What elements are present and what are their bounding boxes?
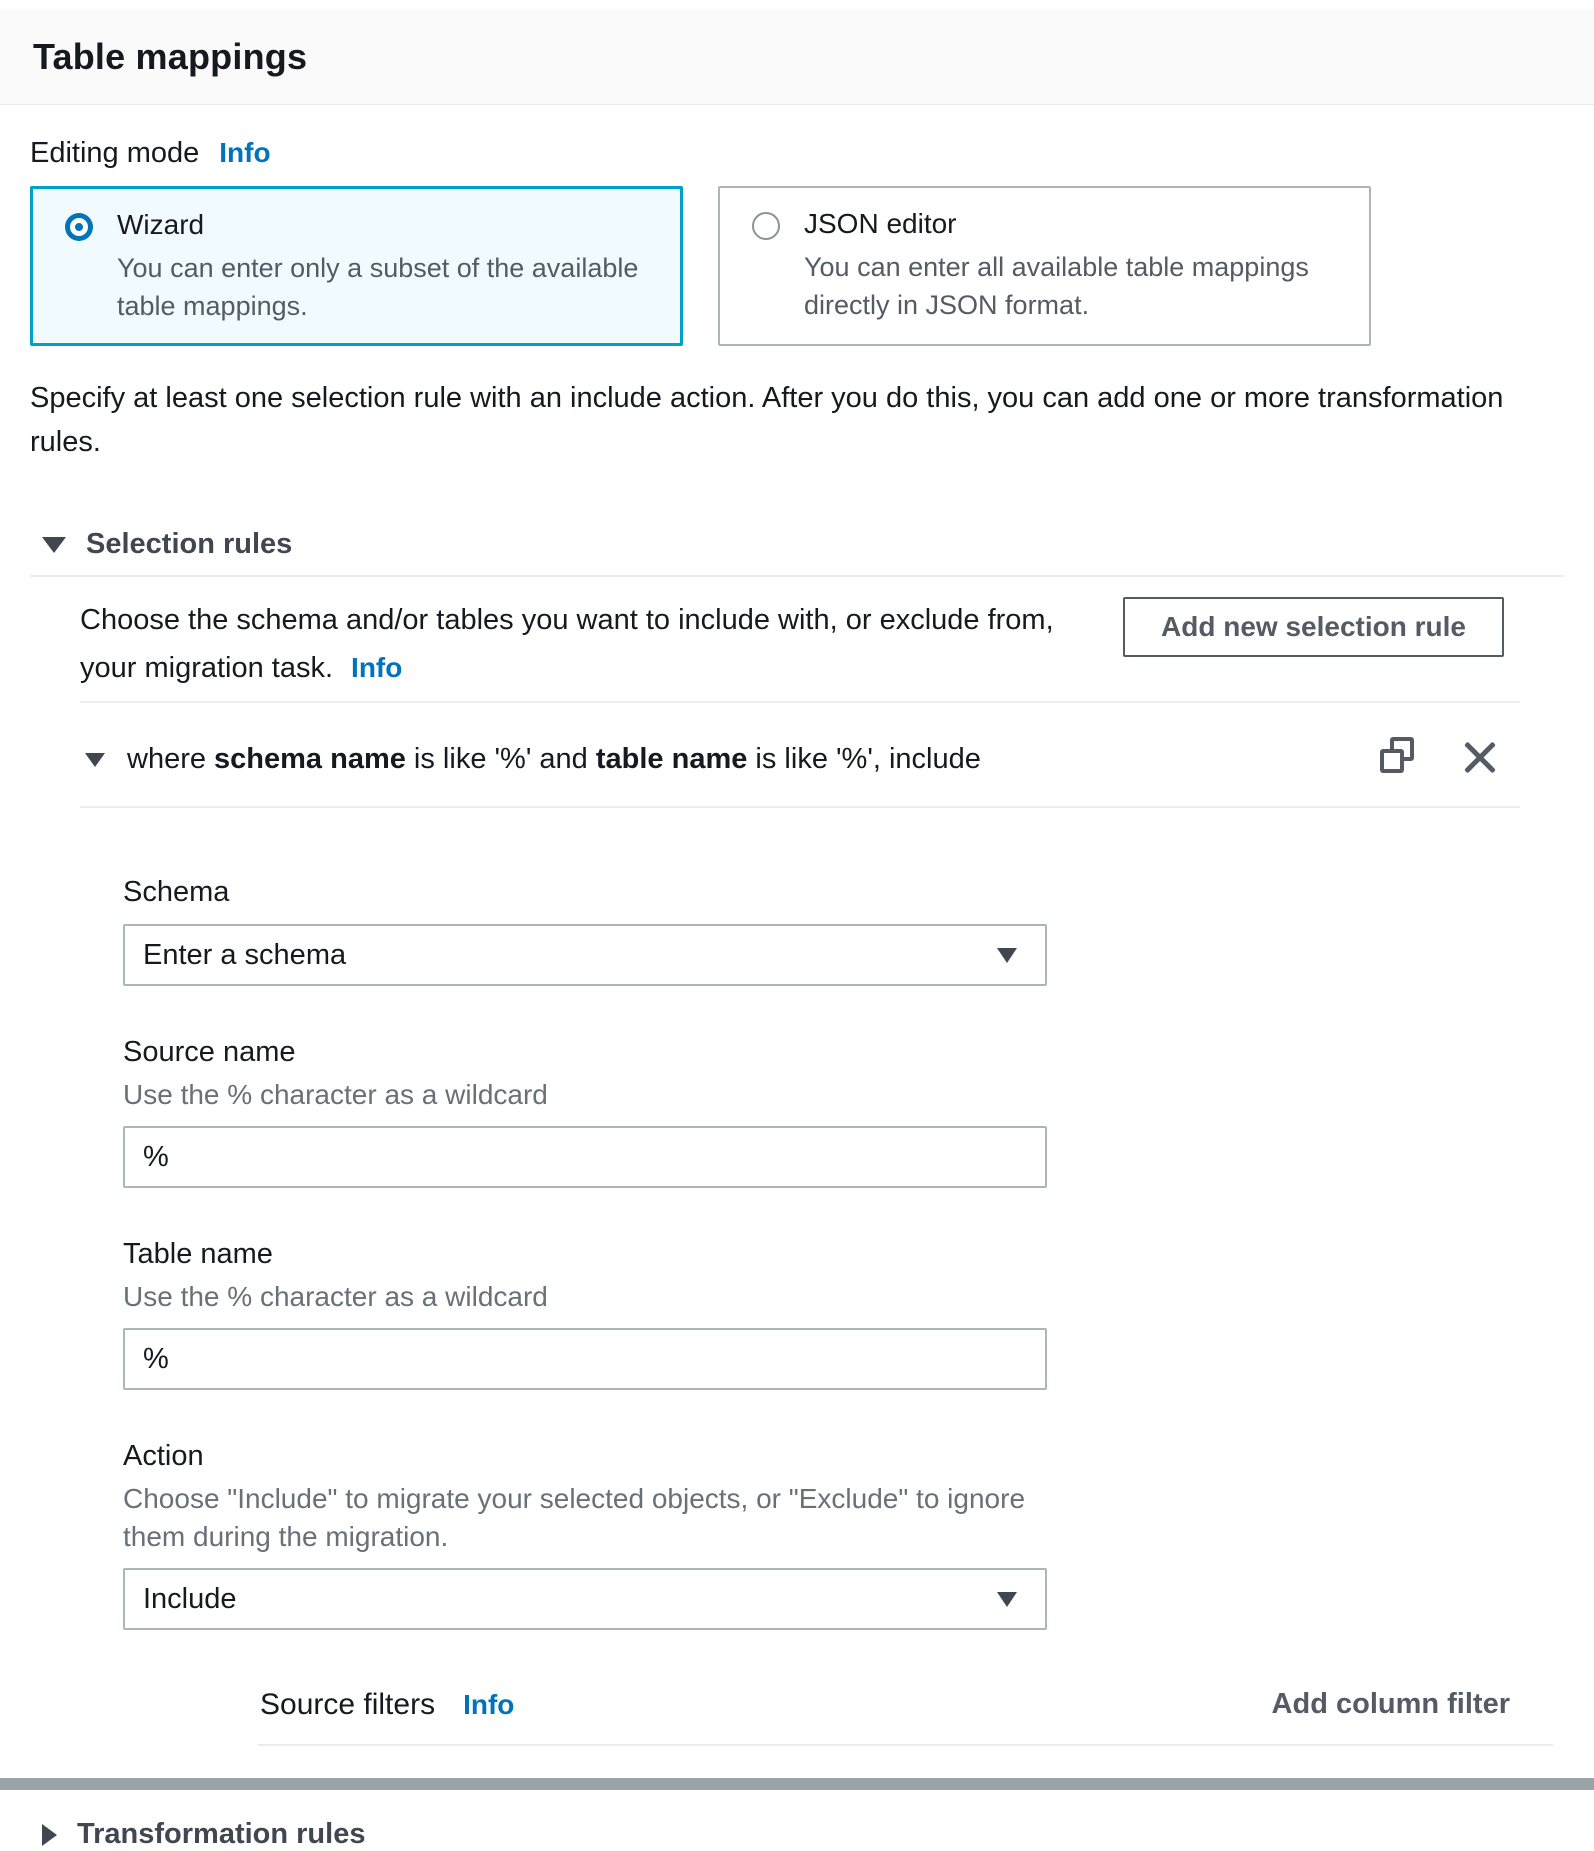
selection-rule-summary	[127, 743, 981, 776]
schema-field-group	[123, 872, 1047, 986]
action-hint: Choose "Include" to migrate your selected objects, or "Exclude" to ignore them during the migration.	[123, 1483, 1026, 1552]
rule-summary-where: where	[127, 743, 215, 775]
copy-icon-front	[1380, 749, 1404, 773]
selection-rule-body	[123, 808, 1047, 1630]
chevron-down-icon	[85, 753, 105, 767]
source-name-input[interactable]	[123, 1126, 1047, 1188]
tile-json-editor-label: JSON editor	[804, 208, 957, 239]
table-name-input[interactable]	[123, 1328, 1047, 1390]
selection-rule-header[interactable]	[30, 703, 1564, 806]
divider	[30, 575, 1564, 577]
tile-wizard-description: You can enter only a subset of the available table mappings.	[117, 253, 639, 321]
radio-selected-icon[interactable]	[65, 213, 93, 241]
tile-wizard[interactable]	[30, 186, 683, 346]
chevron-down-icon	[42, 537, 66, 553]
action-field-group	[123, 1436, 1047, 1630]
divider	[258, 1744, 1553, 1746]
source-name-label: Source name	[123, 1036, 296, 1068]
chevron-down-icon	[997, 948, 1017, 963]
add-selection-rule-button[interactable]: Add new selection rule	[1123, 597, 1504, 657]
selection-rules-info-link[interactable]: Info	[351, 652, 403, 683]
copy-rule-icon[interactable]	[1380, 737, 1414, 773]
table-name-field-group	[123, 1234, 1047, 1390]
remove-rule-icon[interactable]	[1460, 737, 1500, 777]
intro-text: Specify at least one selection rule with an include action. After you do this, you can add one or more transformation rules.	[30, 382, 1504, 458]
transformation-rules-header: Transformation rules	[77, 1818, 366, 1850]
selection-rules-expander[interactable]	[30, 528, 1564, 561]
chevron-down-icon	[997, 1592, 1017, 1607]
panel-header	[0, 10, 1594, 105]
selection-rules-description-row	[30, 597, 1564, 701]
rule-summary-schema-field: schema name	[214, 743, 406, 775]
source-filters-info-link[interactable]: Info	[463, 1689, 515, 1720]
transformation-rules-expander[interactable]	[30, 1818, 1564, 1851]
tile-json-editor[interactable]	[718, 186, 1371, 346]
page-title: Table mappings	[33, 36, 308, 77]
rule-summary-table-field: table name	[595, 743, 748, 775]
selection-rules-description-text: Choose the schema and/or tables you want to include with, or exclude from, your migration task.	[80, 604, 1054, 684]
table-name-label: Table name	[123, 1238, 273, 1270]
selection-rules-description	[80, 597, 1115, 692]
editing-mode-info-link[interactable]: Info	[219, 137, 271, 168]
schema-label: Schema	[123, 876, 230, 908]
editing-mode-row	[30, 137, 1564, 170]
editing-mode-label: Editing mode	[30, 137, 200, 169]
source-name-hint: Use the % character as a wildcard	[123, 1079, 548, 1110]
tile-json-editor-description: You can enter all available table mappings directly in JSON format.	[804, 252, 1309, 320]
radio-unselected-icon[interactable]	[752, 212, 780, 240]
source-filters-row	[260, 1688, 1553, 1722]
editing-mode-tiles	[30, 186, 1564, 346]
action-label: Action	[123, 1440, 204, 1472]
schema-select-value: Enter a schema	[143, 938, 347, 971]
tile-wizard-label: Wizard	[117, 209, 205, 240]
source-filters-label: Source filters	[260, 1688, 436, 1721]
rule-summary-like1: is like '%' and	[405, 743, 596, 775]
add-column-filter-button[interactable]: Add column filter	[1271, 1688, 1510, 1720]
source-name-field-group	[123, 1032, 1047, 1188]
table-name-hint: Use the % character as a wildcard	[123, 1281, 548, 1312]
table-mappings-panel	[0, 137, 1594, 1851]
chevron-right-icon	[42, 1824, 57, 1846]
schema-select[interactable]	[123, 924, 1047, 986]
tile-json-editor-text	[804, 204, 1345, 324]
selection-rules-header: Selection rules	[86, 528, 293, 560]
action-select-value: Include	[143, 1582, 237, 1615]
tile-wizard-text	[117, 205, 656, 325]
action-select[interactable]	[123, 1568, 1047, 1630]
rule-summary-like2: is like '%', include	[747, 743, 981, 775]
